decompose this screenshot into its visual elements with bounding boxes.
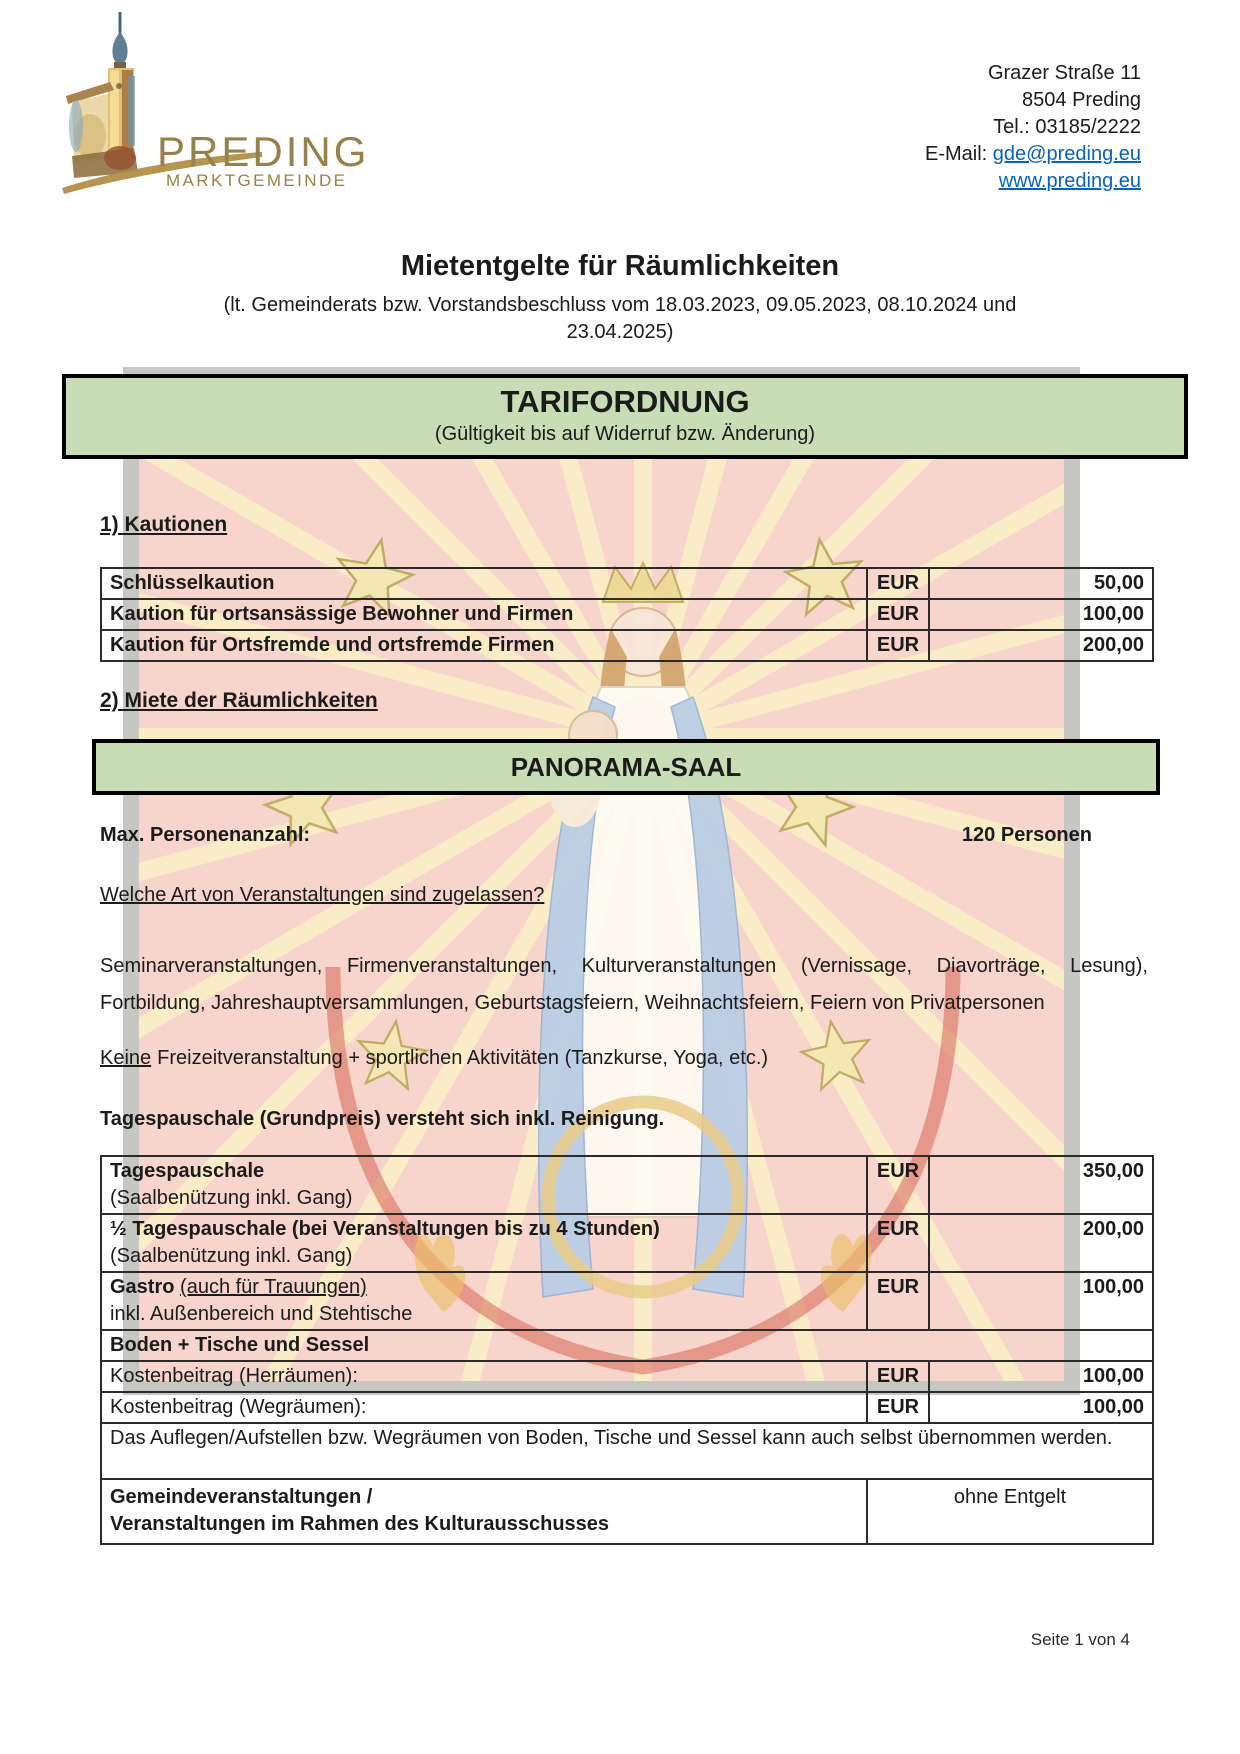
contact-website-row xyxy=(925,168,1141,195)
tarif-label-line1: Gemeindeveranstaltungen / xyxy=(110,1486,373,1508)
kaution-label: Schlüsselkaution xyxy=(101,568,867,599)
keine-rest: Freizeitveranstaltung + sportlichen Aktivitäten (Tanzkurse, Yoga, etc.) xyxy=(157,1047,769,1069)
table-row xyxy=(101,1392,1153,1423)
tarif-label-sub: (Saalbenützung inkl. Gang) xyxy=(110,1245,353,1267)
contact-street: Grazer Straße 11 xyxy=(987,62,1141,84)
zugelassen-frage: Welche Art von Veranstaltungen sind zugelassen? xyxy=(100,884,545,906)
tarif-label-sub: (Saalbenützung inkl. Gang) xyxy=(110,1187,353,1209)
page-title: Mietentgelte für Räumlichkeiten xyxy=(400,250,840,282)
tarif-section-header: Boden + Tische und Sessel xyxy=(101,1330,1153,1361)
contact-email-row xyxy=(925,141,1141,168)
kautionen-table xyxy=(100,567,1154,662)
currency-cell: EUR xyxy=(867,1361,929,1392)
pauschale-hinweis: Tagespauschale (Grundpreis) versteht sich inkl. Reinigung. xyxy=(100,1108,665,1130)
amount-cell: 350,00 xyxy=(929,1156,1153,1214)
logo-name: PREDING xyxy=(157,128,370,175)
tarifordnung-title: TARIFORDNUNG xyxy=(500,384,750,419)
currency-cell: EUR xyxy=(867,1272,929,1330)
tarif-label: Kostenbeitrag (Herräumen): xyxy=(101,1361,867,1392)
tarif-label-title: ½ Tagespauschale (bei Veranstaltungen bis zu 4 Stunden) xyxy=(110,1218,660,1240)
title-subtitle-line2: 23.04.2025) xyxy=(566,321,674,343)
tarif-label xyxy=(101,1272,867,1330)
keine-line xyxy=(100,1047,1148,1070)
tarif-label xyxy=(101,1156,867,1214)
tarif-label xyxy=(101,1479,867,1544)
tarif-label-line2: Veranstaltungen im Rahmen des Kulturausschusses xyxy=(110,1513,610,1535)
website-link[interactable]: www.preding.eu xyxy=(998,170,1141,192)
tarif-table xyxy=(100,1155,1154,1545)
tarif-label-title: Tagespauschale xyxy=(110,1160,265,1182)
panorama-saal-banner xyxy=(92,739,1160,795)
kaution-label: Kaution für Ortsfremde und ortsfremde Firmen xyxy=(101,630,867,661)
tarifordnung-subtitle: (Gültigkeit bis auf Widerruf bzw. Änderung) xyxy=(434,423,816,445)
amount-cell: 50,00 xyxy=(929,568,1153,599)
amount-cell: 100,00 xyxy=(929,1272,1153,1330)
document-title-block xyxy=(0,250,1240,346)
keine-word: Keine xyxy=(100,1047,152,1069)
contact-phone: Tel.: 03185/2222 xyxy=(993,116,1141,138)
amount-cell: 100,00 xyxy=(929,1361,1153,1392)
currency-cell: EUR xyxy=(867,568,929,599)
logo xyxy=(62,6,392,201)
amount-cell: 100,00 xyxy=(929,1392,1153,1423)
contact-city: 8504 Preding xyxy=(1022,89,1141,111)
table-row xyxy=(101,1272,1153,1330)
panorama-saal-title: PANORAMA-SAAL xyxy=(510,752,742,782)
table-row xyxy=(101,1214,1153,1272)
logo-subtitle: MARKTGEMEINDE xyxy=(166,171,348,190)
currency-cell: EUR xyxy=(867,630,929,661)
tarif-label: Kostenbeitrag (Wegräumen): xyxy=(101,1392,867,1423)
table-row xyxy=(101,1423,1153,1479)
kaution-label: Kaution für ortsansässige Bewohner und Firmen xyxy=(101,599,867,630)
tarif-note: Das Auflegen/Aufstellen bzw. Wegräumen von Boden, Tische und Sessel kann auch selbst übernommen werden. xyxy=(101,1423,1153,1479)
max-personen-row xyxy=(100,824,1092,847)
currency-cell: EUR xyxy=(867,1392,929,1423)
tarif-label-note: (auch für Trauungen) xyxy=(180,1276,367,1298)
max-personen-label: Max. Personenanzahl: xyxy=(100,824,311,846)
tarif-label-sub: inkl. Außenbereich und Stehtische xyxy=(110,1303,413,1325)
table-row xyxy=(101,1156,1153,1214)
section-heading-kautionen: 1) Kautionen xyxy=(100,513,228,536)
contact-email-label: E-Mail: xyxy=(925,143,993,165)
table-row xyxy=(101,630,1153,661)
table-row xyxy=(101,1479,1153,1544)
email-link[interactable]: gde@preding.eu xyxy=(992,143,1141,165)
tarif-label xyxy=(101,1214,867,1272)
table-row xyxy=(101,1330,1153,1361)
currency-cell: EUR xyxy=(867,1214,929,1272)
currency-cell: EUR xyxy=(867,599,929,630)
title-subtitle-line1: (lt. Gemeinderats bzw. Vorstandsbeschluss vom 18.03.2023, 09.05.2023, 08.10.2024 und xyxy=(223,294,1017,316)
table-row xyxy=(101,1361,1153,1392)
tarif-value-text: ohne Entgelt xyxy=(867,1479,1153,1544)
contact-block xyxy=(925,60,1141,195)
page-number: Seite 1 von 4 xyxy=(1030,1630,1130,1649)
table-row xyxy=(101,599,1153,630)
amount-cell: 200,00 xyxy=(929,630,1153,661)
tarifordnung-banner xyxy=(62,374,1188,459)
table-row xyxy=(101,568,1153,599)
currency-cell: EUR xyxy=(867,1156,929,1214)
amount-cell: 100,00 xyxy=(929,599,1153,630)
zugelassen-paragraph: Seminarveranstaltungen, Firmenveranstaltungen, Kulturveranstaltungen (Vernissage, Diavorträge, Lesung), Fortbildung, Jahreshauptversammlungen, Geburtstagsfeiern, Weihnachtsfeiern, Feiern von Privatpersonen xyxy=(100,955,1148,1014)
tarif-label-title: Gastro xyxy=(110,1276,175,1298)
amount-cell: 200,00 xyxy=(929,1214,1153,1272)
max-personen-value: 120 Personen xyxy=(961,824,1092,846)
section-heading-miete: 2) Miete der Räumlichkeiten xyxy=(100,689,378,712)
